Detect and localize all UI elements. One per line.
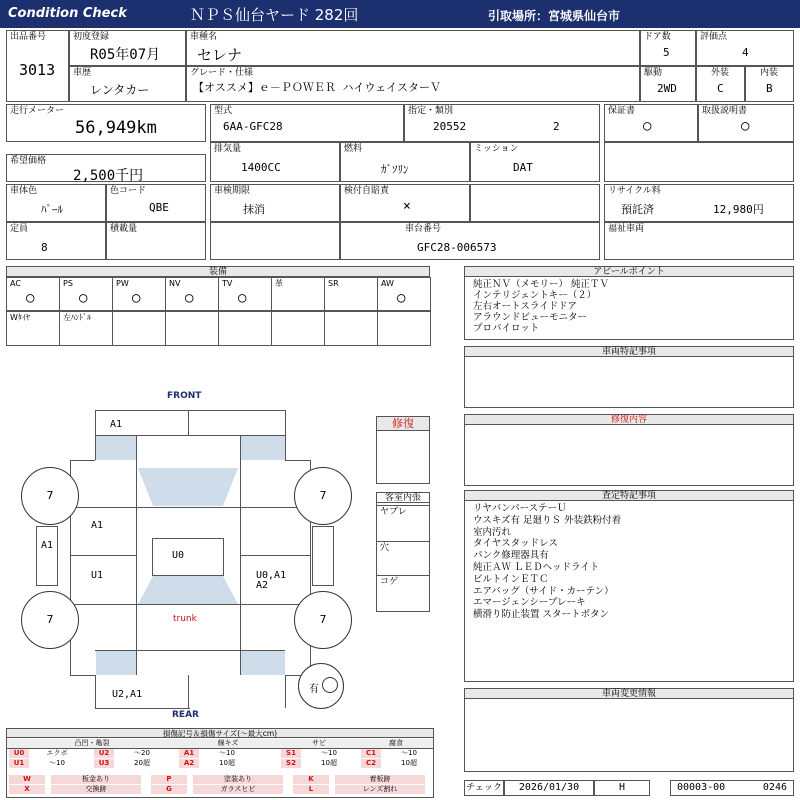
equipment-item — [377, 311, 431, 346]
note-line: インテリジェントキー（２） — [473, 290, 597, 301]
footer-code: 00003-00 0246 — [670, 780, 794, 796]
spare-tire: 有 — [298, 663, 344, 709]
header-title-left: Condition Check — [8, 6, 127, 21]
spare-tire-icon — [322, 677, 338, 693]
equipment-item: NV ○ — [165, 277, 219, 311]
legend-col-head: 腐食 — [359, 739, 433, 749]
equipment-item: 左ﾊﾝﾄﾞﾙ — [59, 311, 113, 346]
mileage: 56,949km — [75, 118, 157, 138]
legend-desc: レンズ割れ — [335, 785, 425, 794]
legend-desc: 10超 — [321, 759, 337, 767]
equipment-item — [271, 311, 325, 346]
manual: ○ — [741, 118, 750, 134]
legend-code: U0 — [9, 749, 29, 758]
recycle-cell: リサイクル料 預託済 12,980円 — [604, 184, 794, 222]
damage-left-rear-door: U1 — [91, 570, 104, 581]
welfare-cell: 福祉車両 — [604, 222, 794, 260]
type: 6AA-GFC28 — [223, 120, 283, 133]
doors-cell: ドア数 5 — [640, 30, 696, 66]
legend-code: P — [151, 775, 187, 784]
legend-code: X — [9, 785, 45, 794]
mission: DAT — [513, 161, 533, 174]
grade: 【オススメ】ｅ－ＰＯＷＥＲ ハイウェイスターＶ — [193, 81, 441, 94]
colorcode-cell: 色コード QBE — [106, 184, 206, 222]
interior-box — [376, 492, 430, 612]
damage-rear-bumper: U2,A1 — [112, 689, 143, 700]
legend-code: A1 — [179, 749, 199, 758]
equipment-item: TV ○ — [218, 277, 272, 311]
special-box — [464, 346, 794, 408]
load-cell: 積載量 — [106, 222, 206, 260]
manual-cell: 取扱説明書 ○ — [698, 104, 794, 142]
equipment-item: PW ○ — [112, 277, 166, 311]
inspection-title: 査定特記事項 — [465, 491, 793, 501]
equipment-title: 装備 — [7, 267, 429, 277]
header-pickup: 引取場所：宮城県仙台市 — [488, 9, 621, 23]
body-color: ﾊﾟｰﾙ — [41, 203, 63, 216]
body-outline-top — [95, 410, 285, 411]
legend-desc: 10超 — [219, 759, 235, 767]
repair-detail-title: 修復内容 — [465, 415, 793, 425]
note-line: パンク修理器具有 — [473, 550, 549, 562]
capacity: 8 — [41, 241, 48, 254]
legend-code: W — [9, 775, 45, 784]
legend-code: K — [293, 775, 329, 784]
note-line: 左右オートスライドドア — [473, 301, 577, 312]
grade-cell: グレード・仕様 【オススメ】ｅ－ＰＯＷＥＲ ハイウェイスターＶ — [186, 66, 640, 102]
ext-grade: C — [717, 82, 724, 95]
warranty-cell: 保証書 ○ — [604, 104, 698, 142]
reg-date: R05年07月 — [90, 47, 161, 63]
note-line: リヤバンパーステーＵ — [473, 503, 567, 514]
damage-right-rear-door-2: A2 — [256, 580, 269, 591]
legend-desc: ～10 — [219, 749, 235, 757]
legend-code: C1 — [361, 749, 381, 758]
damage-left-mirror: A1 — [41, 540, 54, 551]
doors: 5 — [663, 46, 670, 59]
equipment-item — [218, 311, 272, 346]
legend-col-head: 線キズ — [177, 739, 279, 749]
cert-cell: 指定・類別 20552 2 — [404, 104, 600, 142]
score-cell: 評価点 4 — [696, 30, 794, 66]
lot-number: 3013 — [19, 61, 56, 79]
equipment-item: 革 — [271, 277, 325, 311]
warranty: ○ — [643, 118, 652, 134]
reg-cell: 初度登録 R05年07月 — [69, 30, 186, 66]
int-grade: B — [766, 82, 773, 95]
damage-right-rear-door: U0,A1 — [256, 570, 287, 581]
note-line: 横滑り防止装置 スタートボタン — [473, 609, 610, 621]
left-mirror — [36, 526, 58, 586]
change-title: 車両変更情報 — [465, 689, 793, 699]
note-line: 純正ＮＶ（メモリー） 純正ＴＶ — [473, 279, 610, 290]
legend-code: C2 — [361, 759, 381, 768]
mission-cell: ミッション DAT — [470, 142, 600, 182]
equipment-item: AW ○ — [377, 277, 431, 311]
change-box — [464, 688, 794, 772]
note-line: 純正ＡＷ ＬＥＤヘッドライト — [473, 561, 600, 573]
legend-desc: ～10 — [321, 749, 337, 757]
legend-code: S1 — [281, 749, 301, 758]
legend-title: 損傷記号＆損傷サイズ(〜最大cm) — [7, 729, 433, 738]
history-cell: 車歴 レンタカー — [69, 66, 186, 102]
legend-desc: ～20 — [134, 749, 150, 757]
lot-cell: 出品番号 3013 — [6, 30, 69, 102]
legend-code: U3 — [94, 759, 114, 768]
header-bar — [0, 0, 800, 28]
legend-code: L — [293, 785, 329, 794]
disp-cell: 排気量 1400CC — [210, 142, 340, 182]
mileage-cell: 走行メーター 56,949km — [6, 104, 206, 142]
legend-desc: 10超 — [401, 759, 417, 767]
inspect-expiry: 抹消 — [243, 203, 265, 216]
repair-box — [376, 416, 430, 484]
color-code: QBE — [149, 201, 169, 214]
equipment-item: PS ○ — [59, 277, 113, 311]
footer-date: 2026/01/30 — [504, 780, 594, 796]
model-name: セレナ — [197, 46, 243, 64]
legend-code: G — [151, 785, 187, 794]
fuel: ｶﾞｿﾘﾝ — [381, 163, 409, 176]
legend-desc: 塗装あり — [193, 775, 283, 784]
appeal-title: アピールポイント — [465, 267, 793, 277]
special-title: 車両特記事項 — [465, 347, 793, 357]
repair-title: 修復 — [377, 417, 429, 431]
right-mirror — [312, 526, 334, 586]
interior-item: 穴 — [377, 541, 429, 577]
footer-check: チェック — [464, 780, 504, 796]
footer-grade: H — [594, 780, 650, 796]
legend-desc: 交換跡 — [51, 785, 141, 794]
fuel-cell: 燃料 ｶﾞｿﾘﾝ — [340, 142, 470, 182]
chassis-cell: 車台番号 GFC28-006573 — [340, 222, 600, 260]
score: 4 — [742, 46, 749, 59]
legend-desc: 板金あり — [51, 775, 141, 784]
tire-rear-right: 7 — [294, 591, 352, 649]
roof-panel — [152, 538, 224, 576]
equipment-table — [6, 266, 430, 346]
repair-detail-box — [464, 414, 794, 486]
legend-desc: エクボ — [46, 749, 68, 757]
equipment-item — [112, 311, 166, 346]
inspect-cell: 車検期限 抹消 — [210, 184, 340, 222]
int-cell: 内装 B — [745, 66, 794, 102]
legend-desc: ～10 — [49, 759, 65, 767]
windshield — [138, 468, 238, 506]
damage-front-bumper: A1 — [110, 419, 123, 430]
displacement: 1400CC — [241, 161, 281, 174]
equipment-item — [324, 311, 378, 346]
front-label: FRONT — [167, 391, 202, 401]
blank-side-cell — [604, 142, 794, 182]
damage-roof: U0 — [172, 550, 185, 561]
color-cell: 車体色 ﾊﾟｰﾙ — [6, 184, 106, 222]
appeal-box — [464, 266, 794, 340]
equipment-item: AC ○ — [6, 277, 60, 311]
legend-desc: ～10 — [401, 749, 417, 757]
history: レンタカー — [90, 83, 150, 97]
equipment-item — [165, 311, 219, 346]
legend-box — [6, 728, 434, 798]
recycle-status: 預託済 — [621, 203, 654, 216]
tire-front-left: 7 — [21, 467, 79, 525]
damage-left-front-door: A1 — [91, 520, 104, 531]
note-line: タイヤスタッドレス — [473, 538, 558, 550]
rear-window — [138, 576, 238, 604]
note-line: ビルトインＥＴＣ — [473, 573, 549, 585]
tire-rear-left: 7 — [21, 591, 79, 649]
liability-cell-2 — [470, 184, 600, 222]
legend-desc: ガラスヒビ — [193, 785, 283, 794]
legend-code: S2 — [281, 759, 301, 768]
note-line: アラウンドビューモニター — [473, 312, 588, 323]
inspection-box — [464, 490, 794, 682]
drive-cell: 駆動 2WD — [640, 66, 696, 102]
legend-desc: 着板跡 — [335, 775, 425, 784]
legend-code: U1 — [9, 759, 29, 768]
cert1: 20552 — [433, 120, 467, 133]
blank-cell-6a — [210, 222, 340, 260]
legend-desc: 20超 — [134, 759, 150, 767]
trunk-label: trunk — [173, 614, 197, 624]
ext-cell: 外装 C — [696, 66, 745, 102]
interior-item: コゲ — [377, 575, 429, 609]
model-cell: 車種名 セレナ — [186, 30, 640, 66]
rear-label: REAR — [172, 710, 199, 720]
legend-col-head: サビ — [279, 739, 359, 749]
interior-item: ヤブレ — [377, 505, 429, 541]
price: 2,500千円 — [73, 168, 144, 184]
type-cell: 型式 6AA-GFC28 — [210, 104, 404, 142]
legend-code: A2 — [179, 759, 199, 768]
interior-title: 客室内張 — [377, 493, 429, 503]
note-line: エマージェンシーブレーキ — [473, 597, 586, 609]
equipment-item: SR — [324, 277, 378, 311]
drive: 2WD — [657, 82, 677, 95]
tire-front-right: 7 — [294, 467, 352, 525]
chassis-number: GFC28-006573 — [417, 241, 497, 254]
car-diagram — [0, 380, 370, 725]
liability-cell: 検付自賠責 × — [340, 184, 470, 222]
cert2: 2 — [553, 120, 560, 133]
note-line: 室内汚れ — [473, 526, 512, 538]
legend-code: U2 — [94, 749, 114, 758]
capacity-cell: 定員 8 — [6, 222, 106, 260]
note-line: プロパイロット — [473, 323, 540, 334]
liability: × — [403, 199, 411, 214]
price-cell: 希望価格 2,500千円 — [6, 154, 206, 182]
recycle-amount: 12,980円 — [713, 203, 764, 216]
header-title-center: ＮＰＳ仙台ヤード 282回 — [190, 6, 359, 24]
note-line: エアバッグ（サイド・カーテン） — [473, 585, 614, 597]
legend-col-head: 凸凹・亀裂 — [7, 739, 177, 749]
note-line: ウスキズ有 足廻りＳ 外装鉄粉付着 — [473, 514, 622, 526]
equipment-item: Wﾀｲﾔ — [6, 311, 60, 346]
